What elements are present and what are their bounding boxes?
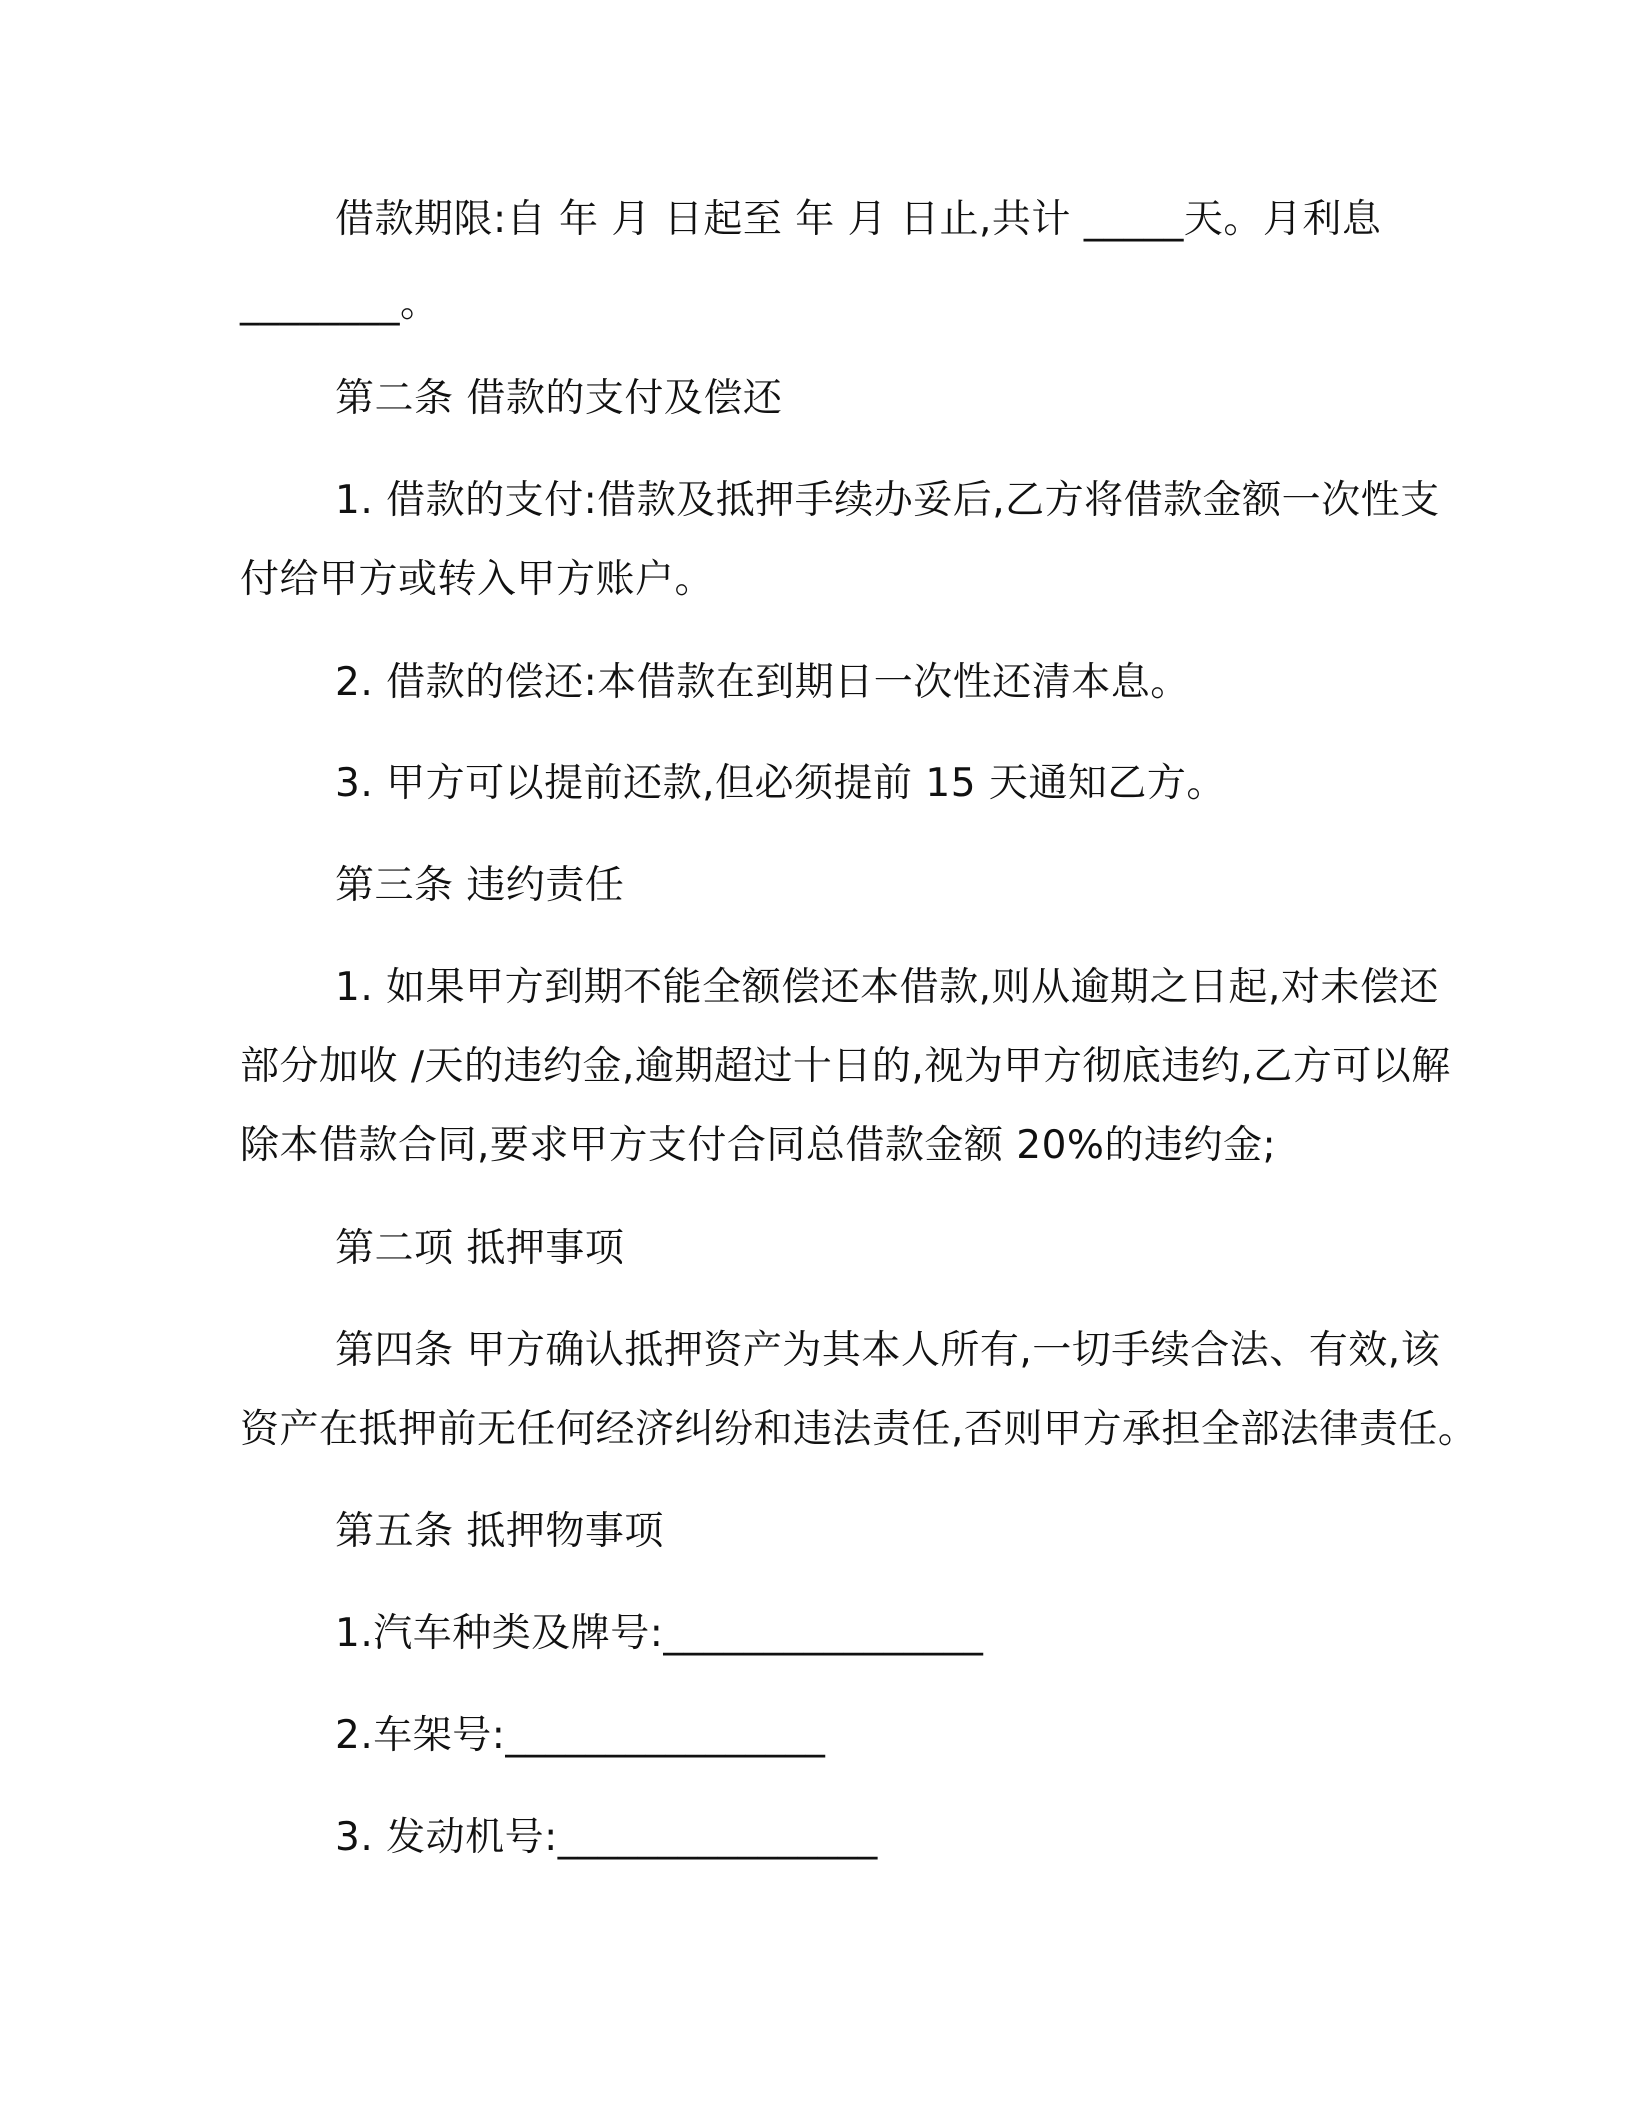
article-3-heading: 第三条 违约责任 bbox=[335, 863, 625, 908]
frame-number-field: 2.车架号:________________ bbox=[335, 1713, 826, 1758]
article-4-line-2: 资产在抵押前无任何经济纠纷和违法责任,否则甲方承担全部法律责任。 bbox=[240, 1407, 1478, 1452]
payment-clause-line-1: 1. 借款的支付:借款及抵押手续办妥后,乙方将借款金额一次性支 bbox=[335, 478, 1440, 523]
article-2-heading: 第二条 借款的支付及偿还 bbox=[335, 376, 783, 421]
payment-clause-line-2: 付给甲方或转入甲方账户。 bbox=[240, 557, 715, 602]
engine-number-field: 3. 发动机号:________________ bbox=[335, 1815, 878, 1860]
early-repayment-clause-line: 3. 甲方可以提前还款,但必须提前 15 天通知乙方。 bbox=[335, 761, 1226, 806]
breach-clause-line-2: 部分加收 /天的违约金,逾期超过十日的,视为甲方彻底违约,乙方可以解 bbox=[240, 1044, 1451, 1089]
monthly-interest-blank-line: ________。 bbox=[240, 281, 440, 326]
vehicle-type-plate-field: 1.汽车种类及牌号:________________ bbox=[335, 1611, 984, 1656]
section-2-heading: 第二项 抵押事项 bbox=[335, 1226, 625, 1271]
breach-clause-line-1: 1. 如果甲方到期不能全额偿还本借款,则从逾期之日起,对未偿还 bbox=[335, 965, 1439, 1010]
repayment-clause-line: 2. 借款的偿还:本借款在到期日一次性还清本息。 bbox=[335, 660, 1190, 705]
loan-term-line: 借款期限:自 年 月 日起至 年 月 日止,共计 _____天。月利息 bbox=[335, 197, 1382, 242]
article-4-line-1: 第四条 甲方确认抵押资产为其本人所有,一切手续合法、有效,该 bbox=[335, 1328, 1441, 1373]
article-5-heading: 第五条 抵押物事项 bbox=[335, 1509, 664, 1554]
breach-clause-line-3: 除本借款合同,要求甲方支付合同总借款金额 20%的违约金; bbox=[240, 1123, 1277, 1168]
